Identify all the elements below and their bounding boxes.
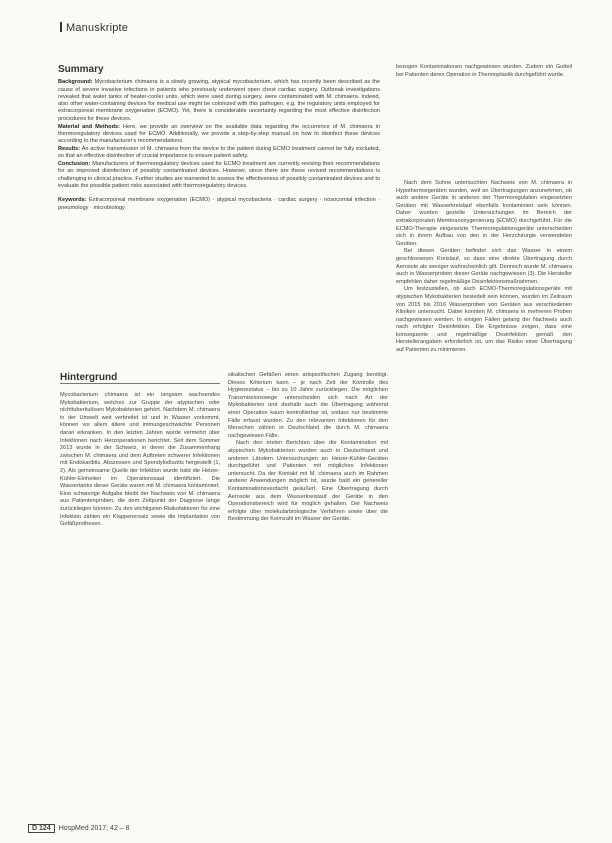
col3-paragraph: Bei diesen Geräten befindet sich das Wasser in einem geschlossenen Kreislauf, so dass eine direkte Übertragung durch Aerosole als weniger wahrscheinlich gilt. Dennoch wurde M. chimaera auch in Wasserproben dieser Geräte nachgewiesen (3). Die Hersteller empfehlen daher regelmäßige Desinfektionsmaßnahmen. [396, 248, 572, 285]
page-number: D 124 [28, 824, 55, 833]
col1-paragraph: Mycobacterium chimaera ist ein langsam wachsendes Mykobakterium, welches zur Gruppe der atypischen oder nichttuberkulösen Mykobakterien gehört. Nachdem M. chimaera in der Umwelt weit verbreitet ist und in Wasser vorkommt, können vor allem ältere und immungeschwächte Personen daran erkranken. In den letzten Jahren wurde vermehrt über Infektionen nach Herzoperationen berichtet. Seit dem Sommer 2013 wurde in der Schweiz, in deren die Zusammenhang zwischen M. chimaera und dem Auftreten schwerer Infektionen mit Endokarditis, Abszessen und Spondylodiszitis hergestellt (1, 2). Als gemeinsame Quelle der Infektion wurde bald die Heizer-Kühler-Einheiten im Operationssaal identifiziert. Die Wassertanks dieser Geräte waren mit M. chimaera kontaminiert. Eine schwierige Aufgabe bleibt der Nachweis von M. chimaera aus Patientenproben, die dem Zeitpunkt der Diagnose lange zurückliegen können. Zu den wichtigsten Risikofaktoren für eine Infektion zählen ein Klappenersatz sowie die Implantation von Gefäßprothesen. [60, 392, 220, 528]
body-column-1 [60, 392, 220, 810]
summary-keywords [58, 197, 380, 212]
summary-title: Summary [58, 64, 104, 75]
summary-background [58, 79, 380, 123]
keywords-label: Keywords: [58, 197, 87, 204]
summary-results [58, 146, 380, 161]
keywords-text: Extracorporeal membrane oxygenation (ECMO) · atypical mycobacteria · cardiac surgery · nosocomial infection · pneumology · microbiology [58, 197, 380, 211]
page-footer [28, 824, 130, 833]
results-text: An active transmission of M. chimaera from the device to the patient during ECMO treatment cannot be fully excluded, so that an effective disinfection of crucial importance to ensure patient safety. [58, 145, 381, 160]
background-label: Background: [58, 79, 93, 86]
methods-label: Material and Methods: [58, 123, 120, 130]
section-bar [60, 22, 62, 32]
hintergrund-heading: Hintergrund [60, 372, 118, 383]
section-title: Manuskripte [66, 22, 129, 34]
col3-paragraph: Nach dem Sohne untersuchten Nachweis von M. chimaera in Hypothermiegeräten wurden, weil an Übertragungen anzunehmen, ob auch andere Geräte in anderen der Thermoregulation eingesetzten Geräten mit Wasserkreislauf ebenfalls kontaminiert sein können. Daher wurden gezielte Untersuchungen im Bereich der extrakorporalen Membranoxygenierung (ECMO) durchgeführt. Für die ECMO-Therapie eingesetzte Thermoregulationsgeräte unterscheiden sich in ihrem Aufbau von den in der Herzchirurgie verwendeten Geräten. [396, 180, 572, 247]
methods-text: Here, we provide an overview on the available data regarding the occurrence of M. chimaera in thermoregulatory devices used for ECMO. Additionally, we provide a step-by-step manual on how to disinfect these devices according to the manufacturer's recommendations. [58, 123, 380, 145]
body-column-3 [396, 180, 572, 818]
col2-paragraph: sikalischen Gefäßen einen artspezifischen Zugang benötigt. Dieses Kriterium kann – je nach Zeit der Kontrolle des Hygienestatus – bis zu 10 Jahre zurückliegen. Die möglichen Transmissionswege unterscheiden sich nach Art der Mykobakterien und deshalb auch die Übertragung während einer Operation kaum kontrollierbar ist, sodass nur bestimmte Fälle erfasst wurden. Zu den relevanten Infektionen für den Menschen zählen in Deutschland die durch M. chimaera nachgewiesen Fälle. [228, 372, 388, 439]
body-column-2 [228, 372, 388, 818]
right-top-text: bezogen Kontaminationen nachgewiesen wurden. Zudem ein Gutteil bei Patienten deren Operation in Thermoplastik durchgeführt wurde. [396, 64, 572, 78]
heading-rule [60, 383, 220, 384]
results-label: Results: [58, 145, 81, 152]
summary-methods [58, 124, 380, 146]
col3-paragraph: Um festzustellen, ob auch ECMO-Thermoregulationsgeräte mit atypischen Mykobakterien besiedelt sein können, wurden im Zeitraum von 2015 bis 2016 Wasserproben von Geräten aus verschiedenen Kliniken untersucht. Dabei konnten M. chimaera in mehreren Proben nachgewiesen werden. In einigen Fällen gelang der Nachweis auch nach erfolgter Desinfektion. Die Ergebnisse zeigen, dass eine konsequente und regelmäßige Desinfektion gemäß den Herstellerangaben erforderlich ist, um das Risiko einer Übertragung auf Patienten zu minimieren. [396, 286, 572, 354]
right-column-top [396, 64, 572, 174]
background-text: Mycobacterium chimaera is a slowly growing, atypical mycobacterium, which has recently been described as the cause of severe invasive infections in patients who previously underwent open chest cardiac surgery. Outbreak investigations revealed that water tanks of heater-cooler units, which were used during surgery, were contaminated with M. chimaera. Indeed, also other water-containing devices for medical use might be colonized with this pathogen, e.g. the regulatory units employed for extracorporeal membrane oxygenation (ECMO). Yet, there is considerable uncertainty regarding the most effective disinfection procedures for these devices. [58, 79, 380, 122]
section-label [60, 22, 128, 34]
summary-abstract [58, 66, 380, 322]
conclusion-text: Manufacturers of thermoregulatory devices used for ECMO treatment are currently revising their recommendations for an improved disinfection of possibly contaminated devices. However, since there are these revised recommendations is challenging in clinical practice. Further studies are warranted to assess the effectiveness of possibly contaminated devices and to evaluate the possible patient risks associated with thermoregulatory devices. [58, 161, 380, 189]
journal-citation: HospMed 2017; 42 – 8 [58, 825, 130, 832]
conclusion-label: Conclusion: [58, 161, 91, 168]
summary-conclusion [58, 161, 380, 190]
col2-paragraph: Nach den ersten Berichten über die Kontamination mit atypischen Mykobakterien wurden auch in Deutschland und anderen Ländern Untersuchungen an Heizer-Kühler-Geräten durchgeführt und Patienten mit möglichen Infektionen untersucht. Da der Kontakt mit M. chimaera auch im Rahmen anderer Anwendungen möglich ist, wurde bald ein genereller Kontaminationsverdacht geäußert. Eine Übertragung durch Aerosole aus dem Wasserkreislauf der Geräte in den Operationsbereich wird für möglich gehalten. Der Nachweis erfolgte über molekularbiologische Verfahren sowie über die Bestimmung der Keimzahl im Wasser der Geräte. [228, 440, 388, 523]
